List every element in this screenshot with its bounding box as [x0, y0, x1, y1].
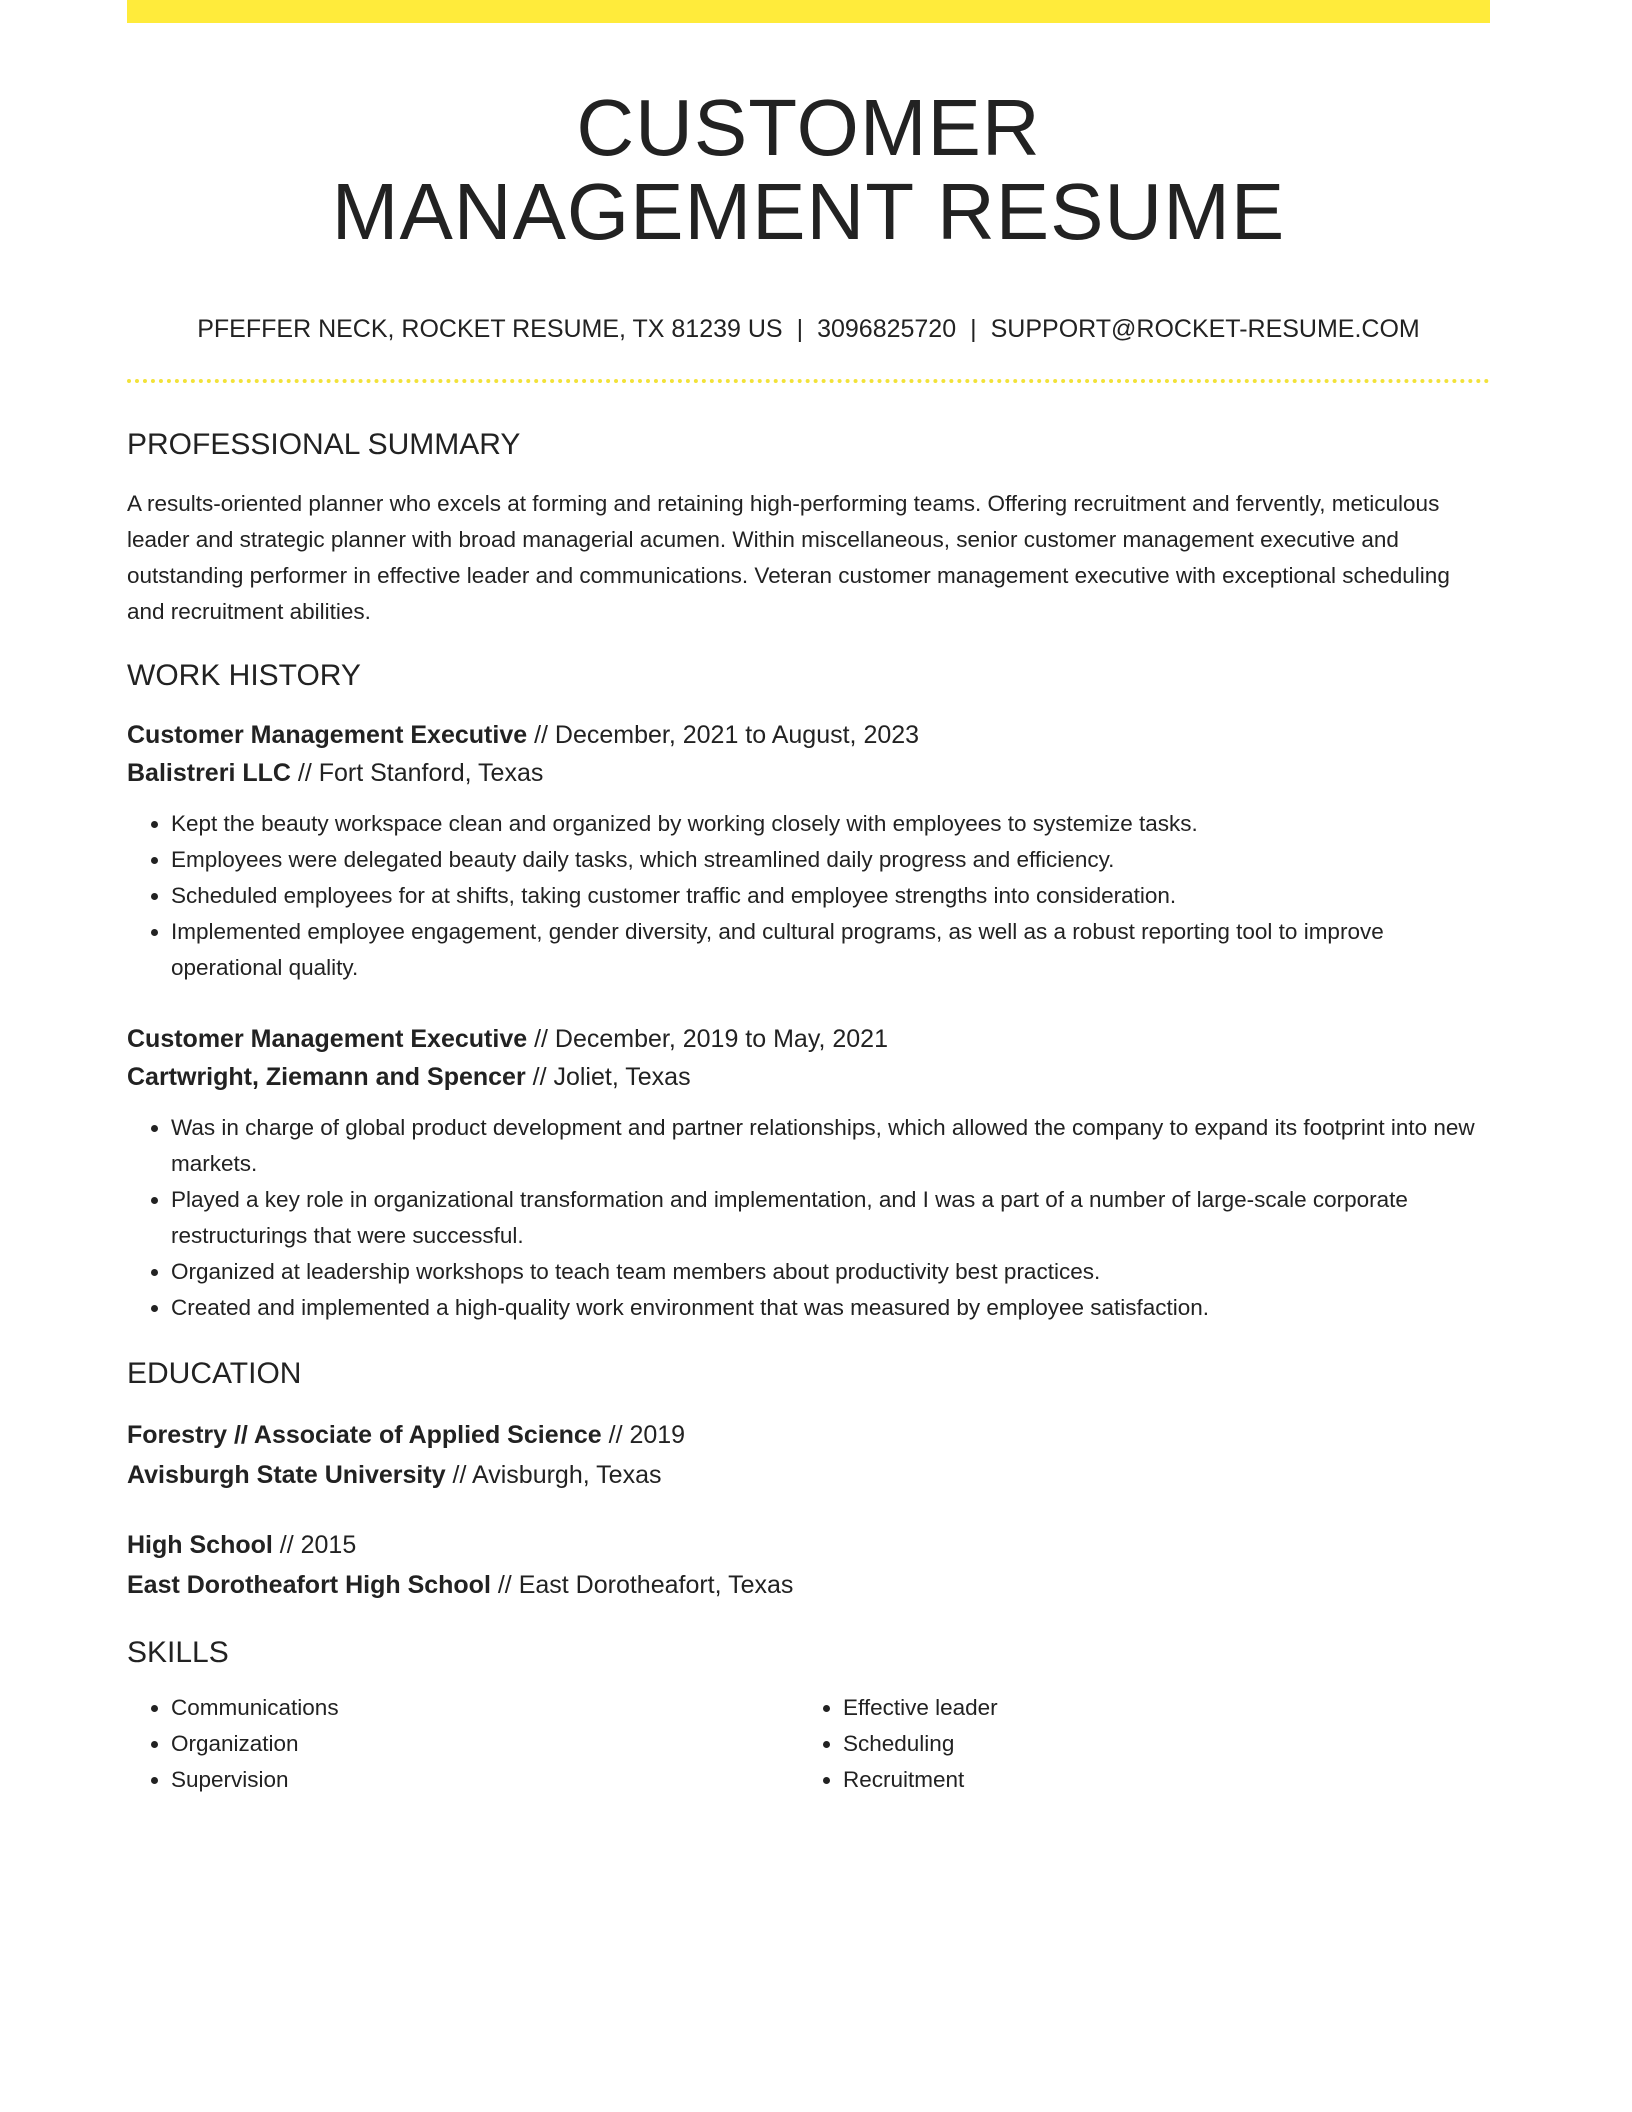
- skills-column-right: [799, 1690, 1471, 1798]
- job-dates: // December, 2019 to May, 2021: [527, 1025, 888, 1053]
- education-heading: EDUCATION: [127, 1357, 302, 1390]
- summary-text: A results-oriented planner who excels at forming and retaining high-performing teams. Offering recruitment and fervently, meticulous leader and strategic planner with broad managerial acumen. Within miscellaneous, senior customer management executive and outstanding performer in effective leader and communications. Veteran customer management executive with exceptional scheduling and recruitment abilities.: [127, 491, 1450, 624]
- job-bullet: • Organized at leadership workshops to teach team members about productivity best practices.: [171, 1254, 1490, 1290]
- education-year: // 2019: [601, 1421, 686, 1449]
- job-title-line: [127, 1020, 1490, 1058]
- job-dates: // December, 2021 to August, 2023: [527, 721, 920, 749]
- job-bullet: • Scheduled employees for at shifts, taking customer traffic and employee strengths into consideration.: [171, 878, 1490, 914]
- work-history-heading: WORK HISTORY: [127, 659, 361, 692]
- skills-heading: SKILLS: [127, 1636, 229, 1669]
- contact-separator: |: [796, 315, 804, 343]
- job-bullet: • Was in charge of global product development and partner relationships, which allowed the company to expand its footprint into new markets.: [171, 1110, 1490, 1182]
- title-line-1: CUSTOMER: [576, 83, 1041, 172]
- education-location: // Avisburgh, Texas: [445, 1461, 662, 1489]
- summary-heading: PROFESSIONAL SUMMARY: [127, 428, 521, 461]
- education-degree-line: [127, 1415, 1490, 1455]
- job-bullet: • Implemented employee engagement, gender diversity, and cultural programs, as well as a robust reporting tool to improve operational quality.: [171, 914, 1490, 986]
- education-degree-line: [127, 1525, 1490, 1565]
- skill-item: • Supervision: [171, 1762, 799, 1798]
- job-bullets: [127, 1110, 1490, 1326]
- contact-phone: 3096825720: [817, 315, 957, 343]
- skills-columns: [127, 1690, 1490, 1798]
- education-year: // 2015: [272, 1531, 357, 1559]
- resume-page: [127, 0, 1490, 1798]
- job-bullet: • Employees were delegated beauty daily tasks, which streamlined daily progress and efficiency.: [171, 842, 1490, 878]
- job-title: Customer Management Executive: [127, 721, 528, 749]
- job-entry: [127, 1020, 1490, 1326]
- skill-item: • Communications: [171, 1690, 799, 1726]
- skill-item: • Recruitment: [843, 1762, 1471, 1798]
- education-entry: [127, 1525, 1490, 1605]
- job-entry: [127, 716, 1490, 986]
- job-location: // Fort Stanford, Texas: [290, 759, 544, 787]
- education-degree: Forestry // Associate of Applied Science: [127, 1421, 602, 1449]
- job-bullet: • Played a key role in organizational transformation and implementation, and I was a part of a number of large-scale corporate restructurings that were successful.: [171, 1182, 1490, 1254]
- job-company: Cartwright, Ziemann and Spencer: [127, 1063, 526, 1091]
- title-line-2: MANAGEMENT RESUME: [331, 167, 1286, 256]
- contact-email: SUPPORT@ROCKET-RESUME.COM: [990, 315, 1420, 343]
- education-degree: High School: [127, 1531, 273, 1559]
- job-company: Balistreri LLC: [127, 759, 291, 787]
- education-school-line: [127, 1455, 1490, 1495]
- skill-item: • Effective leader: [843, 1690, 1471, 1726]
- job-bullet: • Created and implemented a high-quality work environment that was measured by employee satisfaction.: [171, 1290, 1490, 1326]
- education-location: // East Dorotheafort, Texas: [490, 1571, 794, 1599]
- education-school: Avisburgh State University: [127, 1461, 446, 1489]
- accent-bar: [127, 0, 1490, 23]
- skill-item: • Organization: [171, 1726, 799, 1762]
- job-title: Customer Management Executive: [127, 1025, 528, 1053]
- contact-address: PFEFFER NECK, ROCKET RESUME, TX 81239 US: [197, 315, 783, 343]
- dotted-divider: [127, 379, 1490, 383]
- skills-column-left: [127, 1690, 799, 1798]
- education-entry: [127, 1415, 1490, 1495]
- job-title-line: [127, 716, 1490, 754]
- job-bullets: [127, 806, 1490, 986]
- skill-item: • Scheduling: [843, 1726, 1471, 1762]
- job-location: // Joliet, Texas: [525, 1063, 691, 1091]
- education-school: East Dorotheafort High School: [127, 1571, 491, 1599]
- contact-separator: |: [970, 315, 977, 343]
- job-company-line: [127, 1058, 1490, 1096]
- job-company-line: [127, 754, 1490, 792]
- contact-line: [127, 313, 1490, 345]
- education-school-line: [127, 1565, 1490, 1605]
- resume-title: [127, 83, 1490, 256]
- job-bullet: • Kept the beauty workspace clean and organized by working closely with employees to systemize tasks.: [171, 806, 1490, 842]
